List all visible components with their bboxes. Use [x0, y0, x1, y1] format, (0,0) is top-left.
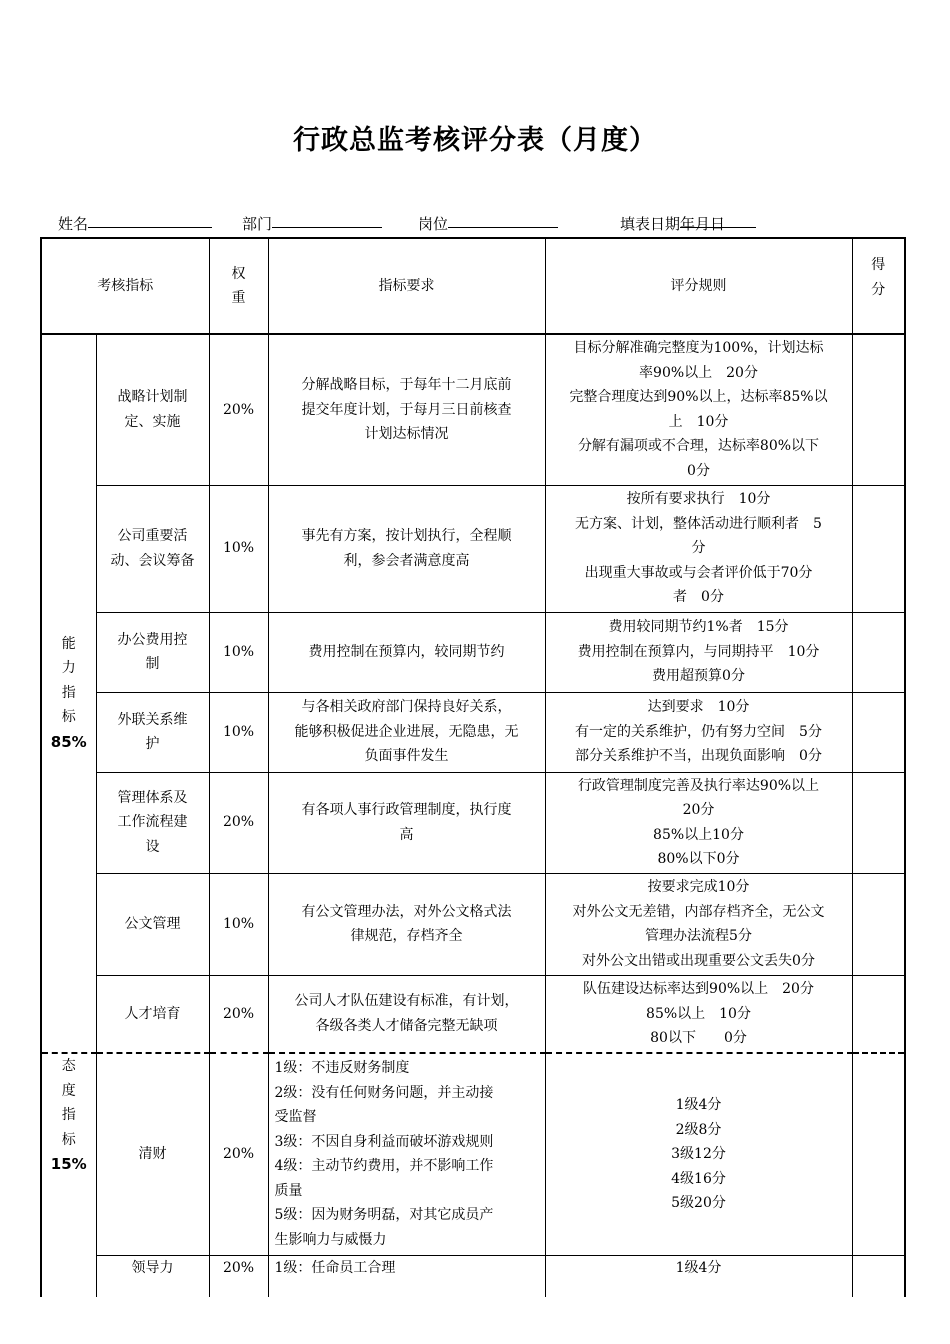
- page-title: 行政总监考核评分表（月度）: [293, 125, 657, 156]
- date-field[interactable]: 填表日期 年 月 日: [620, 213, 725, 234]
- rule-text: 费用较同期节约1%者 15分 费用控制在预算内，与同期持平 10分 费用超预算0分: [545, 612, 852, 692]
- weight-value: 20%: [209, 1053, 268, 1255]
- weight-value: 20%: [209, 772, 268, 873]
- form-header-line: [58, 213, 888, 235]
- name-blank[interactable]: [88, 213, 212, 228]
- rule-text: 队伍建设达标率达到90%以上 20分 85%以上 10分 80以下 0分: [545, 975, 852, 1053]
- requirement-text: 与各相关政府部门保持良好关系， 能够积极促进企业进展，无隐患，无 负面事件发生: [268, 692, 545, 772]
- score-input[interactable]: [852, 334, 905, 485]
- header-score: 得 分: [852, 238, 905, 334]
- indicator-name: 公司重要活 动、会议筹备: [96, 485, 209, 612]
- rule-text: 行政管理制度完善及执行率达90%以上 20分 85%以上10分 80%以下0分: [545, 772, 852, 873]
- indicator-name: 战略计划制 定、实施: [96, 334, 209, 485]
- header-rule: 评分规则: [545, 238, 852, 334]
- rule-text: 按所有要求执行 10分 无方案、计划，整体活动进行顺利者 5 分 出现重大事故或与会者评价低于70分 者 0分: [545, 485, 852, 612]
- requirement-text: 有各项人事行政管理制度，执行度 高: [268, 772, 545, 873]
- indicator-name: 清财: [96, 1053, 209, 1255]
- score-input[interactable]: [852, 612, 905, 692]
- table-row: [41, 772, 905, 873]
- rule-text: 1级4分: [545, 1255, 852, 1297]
- assessment-table: [40, 237, 906, 1297]
- weight-value: 10%: [209, 485, 268, 612]
- position-field[interactable]: 岗位: [418, 213, 448, 234]
- header-requirement: 指标要求: [268, 238, 545, 334]
- requirement-text: 分解战略目标，于每年十二月底前 提交年度计划，于每月三日前核查 计划达标情况: [268, 334, 545, 485]
- rule-text: 目标分解准确完整度为100%，计划达标 率90%以上 20分 完整合理度达到90%以上，达标率85%以 上 10分 分解有漏项或不合理，达标率80%以下 0分: [545, 334, 852, 485]
- table-row: [41, 873, 905, 975]
- requirement-text: 1级：任命员工合理: [268, 1255, 545, 1297]
- table-row: [41, 334, 905, 485]
- table-row: [41, 485, 905, 612]
- indicator-name: 公文管理: [96, 873, 209, 975]
- score-input[interactable]: [852, 1053, 905, 1255]
- requirement-text: 有公文管理办法，对外公文格式法 律规范，存档齐全: [268, 873, 545, 975]
- rule-text: 1级4分 2级8分 3级12分 4级16分 5级20分: [545, 1053, 852, 1255]
- name-field[interactable]: 姓名: [58, 213, 88, 234]
- rule-text: 按要求完成10分 对外公文无差错，内部存档齐全，无公文 管理办法流程5分 对外公文出错或出现重要公文丢失0分: [545, 873, 852, 975]
- score-input[interactable]: [852, 873, 905, 975]
- indicator-name: 领导力: [96, 1255, 209, 1297]
- rule-text: 达到要求 10分 有一定的关系维护，仍有努力空间 5分 部分关系维护不当，出现负面影响 0分: [545, 692, 852, 772]
- position-blank[interactable]: [448, 213, 558, 228]
- weight-value: 10%: [209, 612, 268, 692]
- score-input[interactable]: [852, 975, 905, 1053]
- requirement-text: 费用控制在预算内，较同期节约: [268, 612, 545, 692]
- indicator-name: 办公费用控 制: [96, 612, 209, 692]
- indicator-name: 管理体系及 工作流程建 设: [96, 772, 209, 873]
- table-row: [41, 975, 905, 1053]
- score-input[interactable]: [852, 772, 905, 873]
- requirement-text: 公司人才队伍建设有标准，有计划， 各级各类人才储备完整无缺项: [268, 975, 545, 1053]
- table-row: [41, 692, 905, 772]
- table-row: [41, 612, 905, 692]
- header-indicator: 考核指标: [41, 238, 209, 334]
- weight-value: 20%: [209, 1255, 268, 1297]
- requirement-text: 事先有方案，按计划执行，全程顺 利，参会者满意度高: [268, 485, 545, 612]
- table-row: [41, 1255, 905, 1297]
- weight-value: 10%: [209, 873, 268, 975]
- table-row: [41, 1053, 905, 1255]
- header-weight: 权 重: [209, 238, 268, 334]
- dept-field[interactable]: 部门: [242, 213, 272, 234]
- table-header-row: [41, 238, 905, 334]
- weight-value: 20%: [209, 334, 268, 485]
- dept-blank[interactable]: [272, 213, 382, 228]
- indicator-name: 人才培育: [96, 975, 209, 1053]
- weight-value: 20%: [209, 975, 268, 1053]
- category-ability: 能 力 指 标 85%: [41, 334, 96, 1053]
- indicator-name: 外联关系维 护: [96, 692, 209, 772]
- day-blank[interactable]: [710, 213, 756, 228]
- score-input[interactable]: [852, 1255, 905, 1297]
- requirement-text: 1级：不违反财务制度 2级：没有任何财务问题，并主动接 受监督 3级：不因自身利益而破坏游戏规则 4级：主动节约费用，并不影响工作 质量 5级：因为财务明磊，对其它成员产 生影响力与威慑力: [268, 1053, 545, 1255]
- weight-value: 10%: [209, 692, 268, 772]
- score-input[interactable]: [852, 692, 905, 772]
- score-input[interactable]: [852, 485, 905, 612]
- category-attitude: 态 度 指 标 15%: [41, 1053, 96, 1297]
